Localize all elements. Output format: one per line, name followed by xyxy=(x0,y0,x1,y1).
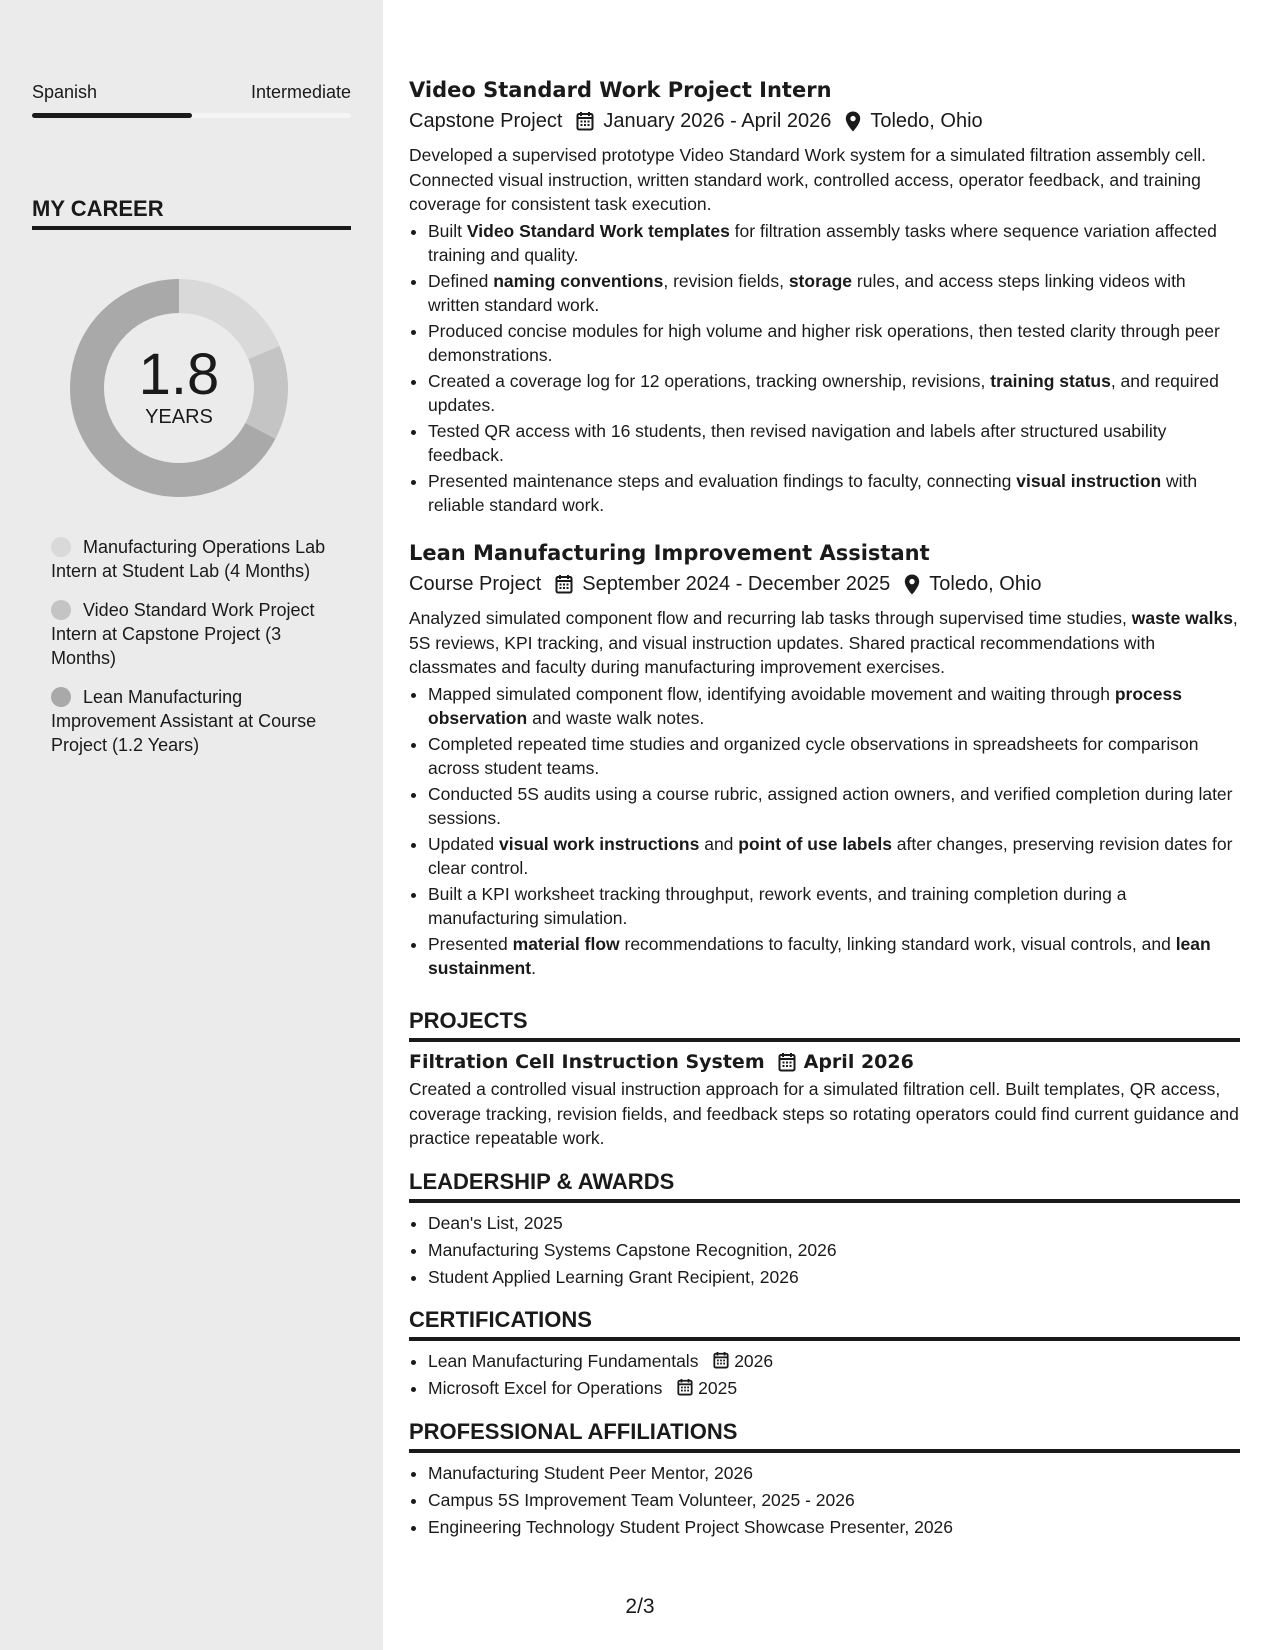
bullet-item: • Conducted 5S audits using a course rubric, assigned action owners, and verified completion during later sessions. xyxy=(428,782,1240,831)
emphasis-text: visual instruction xyxy=(1016,470,1162,491)
certifications-section xyxy=(409,1348,1240,1402)
project-entry xyxy=(409,1049,1240,1151)
emphasis-text: storage xyxy=(788,270,853,291)
job-entry xyxy=(409,76,1240,519)
emphasis-text: point of use labels xyxy=(738,833,892,854)
legend-dot xyxy=(51,600,71,620)
job-location: Toledo, Ohio xyxy=(870,110,983,132)
certification-name: Lean Manufacturing Fundamentals xyxy=(428,1351,699,1371)
bullet-item: • Built a KPI worksheet tracking throughput, rework events, and training completion during a manufacturing simulation. xyxy=(428,882,1240,931)
certifications-list xyxy=(409,1348,1240,1402)
location-pin-icon xyxy=(845,111,861,132)
career-total-unit: YEARS xyxy=(145,406,213,428)
project-date: April 2026 xyxy=(803,1051,914,1073)
legend-dot xyxy=(51,687,71,707)
legend-label: Manufacturing Operations Lab Intern at Student Lab (4 Months) xyxy=(51,537,326,581)
list-item: • Manufacturing Systems Capstone Recognition, 2026 xyxy=(428,1237,1240,1264)
project-description: Created a controlled visual instruction approach for a simulated filtration cell. Built templates, QR access, coverage tracking, revision fields, and feedback steps so rotating operators could find current guidance and practice repeatable work. xyxy=(409,1079,1239,1148)
bullet-item: • Produced concise modules for high volume and higher risk operations, then tested clarity through peer demonstrations. xyxy=(428,319,1240,368)
certification-year: 2025 xyxy=(698,1378,738,1398)
affiliations-heading: PROFESSIONAL AFFILIATIONS xyxy=(409,1419,1240,1453)
list-item: • Manufacturing Student Peer Mentor, 2026 xyxy=(428,1460,1240,1487)
certification-year: 2026 xyxy=(734,1351,774,1371)
leadership-list xyxy=(409,1210,1240,1291)
job-title: Lean Manufacturing Improvement Assistant xyxy=(409,541,930,565)
calendar-icon xyxy=(576,111,594,131)
emphasis-text: Video Standard Work templates xyxy=(466,220,730,241)
certifications-heading: CERTIFICATIONS xyxy=(409,1307,1240,1341)
bullet-item: • Defined naming conventions, revision fields, storage rules, and access steps linking videos with written standard work. xyxy=(428,269,1240,318)
career-legend-item xyxy=(51,598,341,670)
leadership-section xyxy=(409,1210,1240,1291)
career-legend xyxy=(51,535,341,772)
job-summary: Developed a supervised prototype Video Standard Work system for a simulated filtration assembly cell. Connected visual instruction, written standard work, controlled access, operator feedback, and training coverage for consistent task execution. xyxy=(409,145,1206,214)
calendar-icon xyxy=(555,574,573,594)
calendar-icon xyxy=(778,1052,796,1072)
job-dates: January 2026 - April 2026 xyxy=(603,110,832,132)
calendar-icon xyxy=(677,1378,693,1396)
sidebar xyxy=(0,0,383,1650)
job-summary: Analyzed simulated component flow and recurring lab tasks through supervised time studies, waste walks, 5S reviews, KPI tracking, and visual instruction updates. Shared practical recommendations with classmates and faculty during manufacturing improvement exercises. xyxy=(409,608,1238,677)
bullet-item: • Presented maintenance steps and evaluation findings to faculty, connecting visual instruction with reliable standard work. xyxy=(428,469,1240,518)
certification-name: Microsoft Excel for Operations xyxy=(428,1378,663,1398)
bullet-item: • Mapped simulated component flow, identifying avoidable movement and waiting through process observation and waste walk notes. xyxy=(428,682,1240,731)
bullet-item: • Created a coverage log for 12 operations, tracking ownership, revisions, training status, and required updates. xyxy=(428,369,1240,418)
certification-item xyxy=(428,1348,1240,1375)
career-heading: MY CAREER xyxy=(32,196,351,230)
emphasis-text: material flow xyxy=(512,933,620,954)
page-number: 2/3 xyxy=(625,1595,655,1618)
emphasis-text: process observation xyxy=(428,683,1182,728)
affiliations-list xyxy=(409,1460,1240,1541)
job-meta xyxy=(409,107,1240,135)
certification-item xyxy=(428,1375,1240,1402)
list-item: • Student Applied Learning Grant Recipient, 2026 xyxy=(428,1264,1240,1291)
bullet-item: • Tested QR access with 16 students, then revised navigation and labels after structured usability feedback. xyxy=(428,419,1240,468)
job-bullets xyxy=(409,682,1240,981)
job-location: Toledo, Ohio xyxy=(929,573,1042,595)
career-donut-center xyxy=(61,344,297,428)
job-bullets xyxy=(409,219,1240,518)
language-proficiency-fill xyxy=(32,113,192,118)
projects-heading: PROJECTS xyxy=(409,1008,1240,1042)
job-meta xyxy=(409,570,1240,598)
emphasis-text: visual work instructions xyxy=(499,833,700,854)
emphasis-text: training status xyxy=(990,370,1111,391)
job-entry xyxy=(409,539,1240,982)
list-item: • Engineering Technology Student Project Showcase Presenter, 2026 xyxy=(428,1514,1240,1541)
bullet-item: • Presented material flow recommendations to faculty, linking standard work, visual controls, and lean sustainment. xyxy=(428,932,1240,981)
project-title: Filtration Cell Instruction System xyxy=(409,1051,765,1073)
career-legend-item xyxy=(51,685,341,757)
job-dates: September 2024 - December 2025 xyxy=(582,573,891,595)
bullet-item: • Built Video Standard Work templates for filtration assembly tasks where sequence variation affected training and quality. xyxy=(428,219,1240,268)
language-row xyxy=(32,82,351,103)
legend-dot xyxy=(51,537,71,557)
leadership-heading: LEADERSHIP & AWARDS xyxy=(409,1169,1240,1203)
job-title: Video Standard Work Project Intern xyxy=(409,78,832,102)
list-item: • Dean's List, 2025 xyxy=(428,1210,1240,1237)
career-total-value: 1.8 xyxy=(138,342,220,407)
emphasis-text: naming conventions xyxy=(493,270,664,291)
affiliations-section xyxy=(409,1460,1240,1541)
job-org: Capstone Project xyxy=(409,110,563,132)
legend-label: Video Standard Work Project Intern at Capstone Project (3 Months) xyxy=(51,600,315,668)
project-title-row xyxy=(409,1049,1240,1075)
career-legend-item xyxy=(51,535,341,583)
calendar-icon xyxy=(713,1351,729,1369)
bullet-item: • Updated visual work instructions and point of use labels after changes, preserving revision dates for clear control. xyxy=(428,832,1240,881)
language-level: Intermediate xyxy=(250,82,351,102)
legend-label: Lean Manufacturing Improvement Assistant at Course Project (1.2 Years) xyxy=(51,687,317,755)
language-proficiency-bar xyxy=(32,113,351,118)
language-name: Spanish xyxy=(32,82,98,102)
bullet-item: • Completed repeated time studies and organized cycle observations in spreadsheets for comparison across student teams. xyxy=(428,732,1240,781)
emphasis-text: waste walks xyxy=(1131,608,1233,628)
job-org: Course Project xyxy=(409,573,542,595)
list-item: • Campus 5S Improvement Team Volunteer, 2025 - 2026 xyxy=(428,1487,1240,1514)
location-pin-icon xyxy=(904,574,920,595)
emphasis-text: lean sustainment xyxy=(428,933,1211,978)
